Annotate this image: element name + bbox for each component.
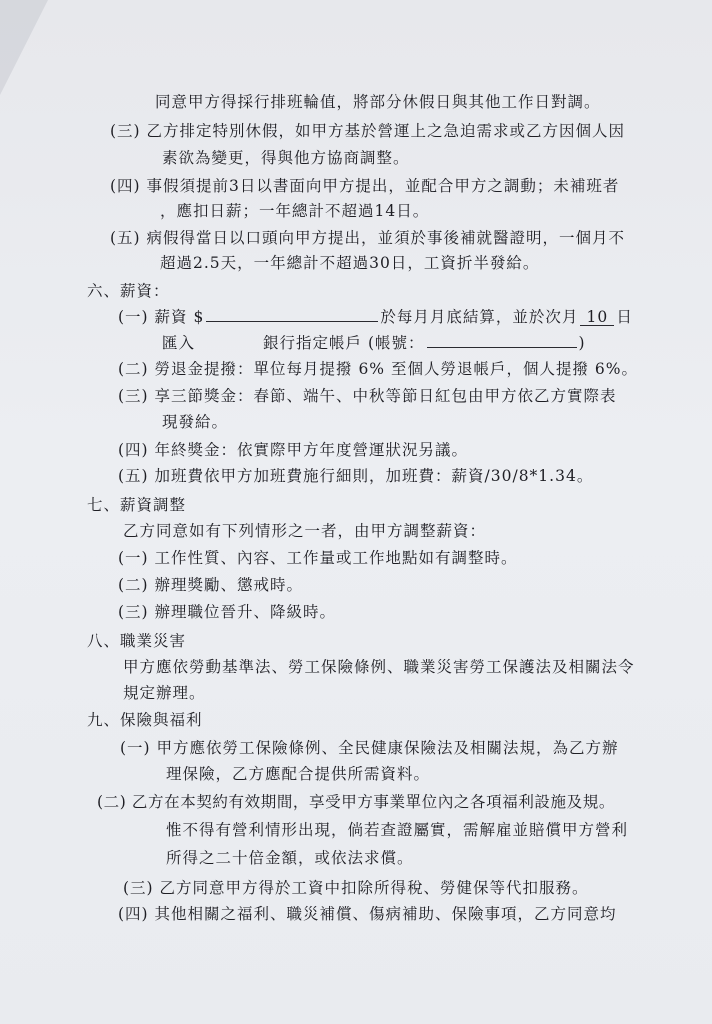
text-line: (二) 辦理獎勵、懲戒時。 bbox=[118, 576, 304, 594]
text-line: (四) 事假須提前3日以書面向甲方提出，並配合甲方之調動；未補班者 bbox=[110, 177, 620, 195]
text-line: (一) 甲方應依勞工保險條例、全民健康保險法及相關法規，為乙方辦 bbox=[120, 739, 619, 757]
text-fragment: 銀行指定帳戶 (帳號： bbox=[263, 334, 425, 352]
text-line: (三) 乙方排定特別休假，如甲方基於營運上之急迫需求或乙方因個人因 bbox=[110, 122, 626, 140]
section-heading: 七、薪資調整 bbox=[87, 496, 187, 514]
text-fragment: 日 bbox=[616, 308, 633, 326]
text-line: 規定辦理。 bbox=[123, 684, 206, 702]
text-line: (一) 工作性質、內容、工作量或工作地點如有調整時。 bbox=[118, 549, 518, 567]
section-heading: 八、職業災害 bbox=[87, 632, 187, 650]
text-line: (三) 辦理職位晉升、降級時。 bbox=[118, 603, 337, 621]
salary-line bbox=[118, 306, 633, 327]
text-line: (四) 其他相關之福利、職災補償、傷病補助、保險事項，乙方同意均 bbox=[118, 905, 617, 923]
text-line: (五) 加班費依甲方加班費施行細則，加班費：薪資/30/8*1.34。 bbox=[118, 467, 594, 485]
text-fragment: ) bbox=[578, 334, 586, 352]
text-line: 惟不得有營利情形出現，倘若查證屬實，需解雇並賠償甲方營利 bbox=[166, 821, 629, 839]
text-line: 素欲為變更，得與他方協商調整。 bbox=[162, 149, 410, 167]
text-line: (三) 乙方同意甲方得於工資中扣除所得稅、勞健保等代扣服務。 bbox=[123, 879, 589, 897]
text-line: 同意甲方得採行排班輪值，將部分休假日與其他工作日對調。 bbox=[155, 93, 601, 111]
text-line: (三) 享三節獎金：春節、端午、中秋等節日紅包由甲方依乙方實際表 bbox=[118, 387, 617, 405]
text-line: 甲方應依勞動基準法、勞工保險條例、職業災害勞工保護法及相關法令 bbox=[123, 658, 635, 676]
text-line: 乙方同意如有下列情形之一者，由甲方調整薪資： bbox=[123, 522, 487, 540]
text-line: (五) 病假得當日以口頭向甲方提出，並須於事後補就醫證明，一個月不 bbox=[110, 229, 626, 247]
text-fragment: 匯入 bbox=[162, 334, 196, 352]
salary-blank bbox=[206, 306, 378, 322]
section-heading: 六、薪資： bbox=[87, 282, 170, 300]
section-heading: 九、保險與福利 bbox=[87, 711, 203, 729]
payday-value: 10 bbox=[580, 310, 614, 326]
account-blank bbox=[427, 332, 577, 348]
text-line: 理保險，乙方應配合提供所需資料。 bbox=[166, 765, 431, 783]
text-line: ，應扣日薪；一年總計不超過14日。 bbox=[160, 202, 430, 220]
text-line: 所得之二十倍金額，或依法求償。 bbox=[166, 849, 414, 867]
text-fragment: (一) 薪資 $ bbox=[118, 308, 205, 326]
text-line: 現發給。 bbox=[162, 413, 229, 431]
text-line: 超過2.5天，一年總計不超過30日，工資折半發給。 bbox=[160, 254, 540, 272]
text-fragment: 於每月月底結算，並於次月 bbox=[380, 308, 579, 326]
page-corner-shadow bbox=[0, 0, 48, 95]
text-line: (二) 乙方在本契約有效期間，享受甲方事業單位內之各項福利設施及規。 bbox=[97, 793, 615, 811]
text-line: (二) 勞退金提撥：單位每月提撥 6% 至個人勞退帳戶，個人提撥 6%。 bbox=[118, 360, 638, 378]
account-line bbox=[162, 332, 586, 353]
text-line: (四) 年終獎金：依實際甲方年度營運狀況另議。 bbox=[118, 441, 469, 459]
